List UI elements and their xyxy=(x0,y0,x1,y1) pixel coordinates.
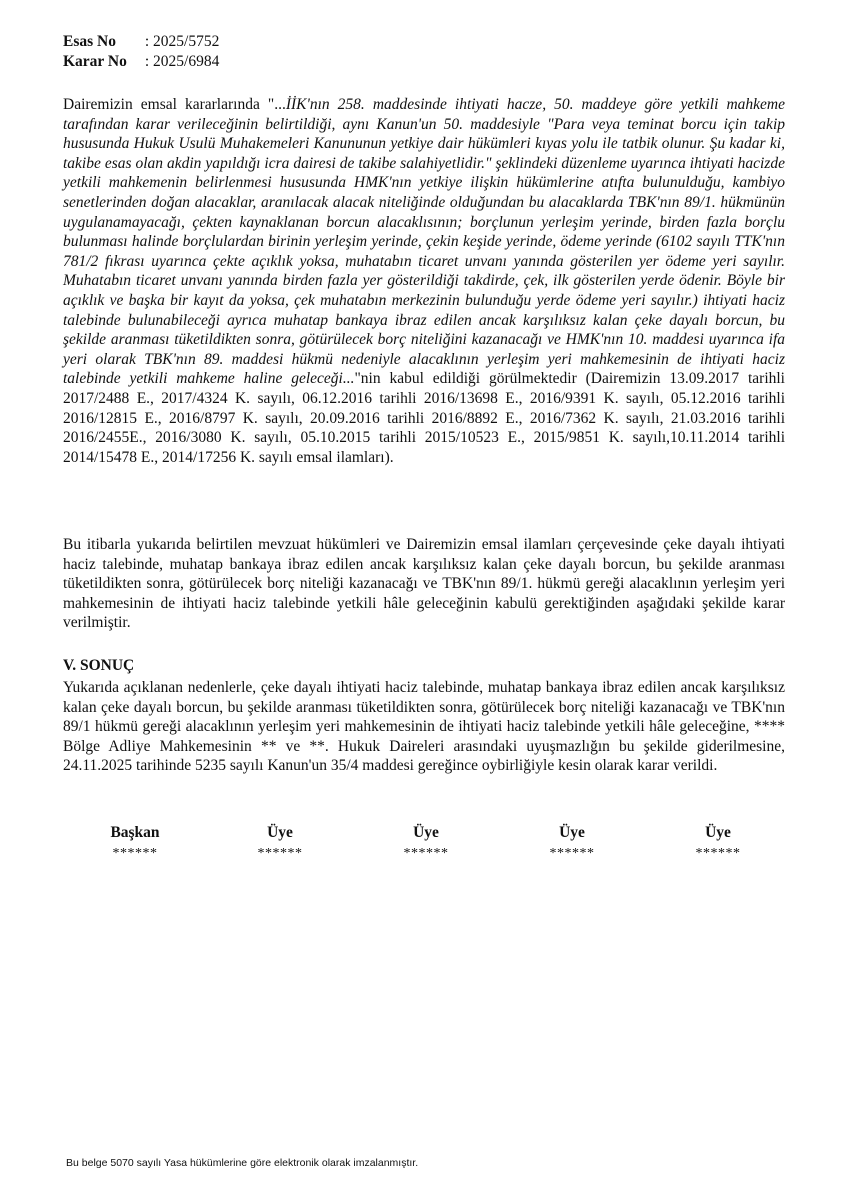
esas-label: Esas No xyxy=(63,33,116,50)
paragraph-conclusion: Yukarıda açıklanan nedenlerle, çeke dayalı ihtiyati haciz talebinde, muhatap bankaya ibraz edilen ancak karşılıksız kalan çeke dayalı borcun, bu şekilde aranması tüketildikten sonra, götürülecek borç niteliği kazanacağı ve TBK'nın 89/1 hükmü gereği alacaklının yerleşim yeri mahkemesinin de ihtiyati haciz talebinde yetkili hâle geleceğine, **** Bölge Adliye Mahkemesinin ** ve **. Hukuk Daireleri arasındaki uyuşmazlığın bu şekilde giderilmesine, 24.11.2025 tarihinde 5235 sayılı Kanun'un 35/4 maddesi gereğince oybirliğiyle kesin olarak karar verildi. xyxy=(63,679,785,775)
signature-baskan xyxy=(75,822,195,864)
paragraph-precedents-lead: Dairemizin emsal kararlarında "... xyxy=(63,96,286,113)
signature-name: ****** xyxy=(257,846,303,861)
signature-title: Üye xyxy=(413,824,439,841)
paragraph-precedents-quote: İİK'nın 258. maddesinde ihtiyati hacze, 50. maddeye göre yetkili mahkeme tarafından karar verileceğinin belirtildiği, aynı Kanun'un 50. maddesiyle "Para veya teminat borcu için takip hususunda Hukuk Usulü Muhakemeleri Kanununun yetkiye dair hükümleri kıyas yolu ile tatbik olunur. Şu kadar ki, takibe esas olan akdin yapıldığı icra dairesi de takibe salahiyetlidir." şeklindeki düzenleme uyarınca ihtiyati hacizde yetkili mahkemenin belirlenmesi hususunda HMK'nın yetkiye ilişkin hükümlerine atıfta bulunulduğu, kambiyo senetlerinden doğan alacaklar, aranılacak alacak niteliğinde olduğundan bu alacaklarda TBK'nın 89/1. hükmünün uygulanamayacağı, çekten kaynaklanan borcun alacaklısının; borçlunun yerleşim yerinde, birden fazla borçlu bulunması halinde borçlulardan birinin yerleşim yerinde, çekin keşide yerinde, ödeme yerinde (6102 sayılı TTK'nın 781/2 fıkrası uyarınca çekte açıklık yoksa, muhatabın ticaret unvanı yanında gösterilen yer ödeme yeri sayılır. Muhatabın ticaret unvanı yanında birden fazla yer gösterildiği takdirde, çek, ilk gösterilen yerde ödenir. Böyle bir açıklık ve başka bir kayıt da yoksa, çek muhatabın merkezinin bulunduğu yerde ödeme yeri sayılır.) ihtiyati haciz talebinde bulunabileceği ayrıca muhatap bankaya ibraz edilen ancak karşılıksız kalan çeke dayalı borcun, bu şekilde aranması tüketildikten sonra, götürülecek borç niteliğini kazanacağı ve HMK'nın 10. maddesi uyarınca ifa yeri olarak TBK'nın 89. maddesi hükmü nedeniyle alacaklının yerleşim yeri mahkemesinin de ihtiyati haciz talebinde yetkili mahkeme haline geleceği... xyxy=(63,96,785,388)
signature-row xyxy=(0,822,848,872)
karar-value: : 2025/6984 xyxy=(144,53,220,70)
signature-uye-1 xyxy=(220,822,340,864)
signature-uye-2 xyxy=(366,822,486,864)
signature-name: ****** xyxy=(549,846,595,861)
signature-title: Üye xyxy=(267,824,293,841)
signature-uye-4 xyxy=(658,822,778,864)
signature-name: ****** xyxy=(695,846,741,861)
karar-line xyxy=(63,52,219,72)
paragraph-precedents xyxy=(63,95,785,467)
electronic-signature-notice: Bu belge 5070 sayılı Yasa hükümlerine göre elektronik olarak imzalanmıştır. xyxy=(66,1157,419,1169)
paragraph-precedents-tail: "nin kabul edildiği görülmektedir (Dairemizin 13.09.2017 tarihli 2017/2488 E., 2017/4324 K. sayılı, 06.12.2016 tarihli 2016/13698 E., 2016/9391 K. sayılı, 05.12.2016 tarihli 2016/12815 E., 2016/8797 K. sayılı, 20.09.2016 tarihli 2016/8892 E., 2016/7362 K. sayılı, 21.03.2016 tarihli 2016/2455E., 2016/3080 K. sayılı, 05.10.2015 tarihli 2015/10523 E., 2015/9851 K. sayılı,10.11.2014 tarihli 2014/15478 E., 2014/17256 K. sayılı emsal ilamları). xyxy=(63,370,785,466)
esas-line xyxy=(63,32,219,52)
signature-title: Üye xyxy=(559,824,585,841)
signature-name: ****** xyxy=(403,846,449,861)
karar-label: Karar No xyxy=(63,53,127,70)
signature-title: Başkan xyxy=(110,824,160,841)
esas-value: : 2025/5752 xyxy=(144,33,220,50)
section-title-sonuc: V. SONUÇ xyxy=(63,657,135,674)
signature-uye-3 xyxy=(512,822,632,864)
signature-title: Üye xyxy=(705,824,731,841)
paragraph-reasoning: Bu itibarla yukarıda belirtilen mevzuat hükümleri ve Dairemizin emsal ilamları çerçevesinde çeke dayalı ihtiyati haciz talebinde, muhatap bankaya ibraz edilen ancak karşılıksız kalan çeke dayalı borcun, bu şekilde aranması tüketildikten sonra, götürülecek borç niteliği kazanacağı ve TBK'nın 89/1. hükmü gereği alacaklının yerleşim yeri mahkemesinin de ihtiyati haciz talebinde yetkili hâle geleceğinin kabulü gerektiğinden aşağıdaki şekilde karar verilmiştir. xyxy=(63,536,785,632)
signature-name: ****** xyxy=(112,846,158,861)
